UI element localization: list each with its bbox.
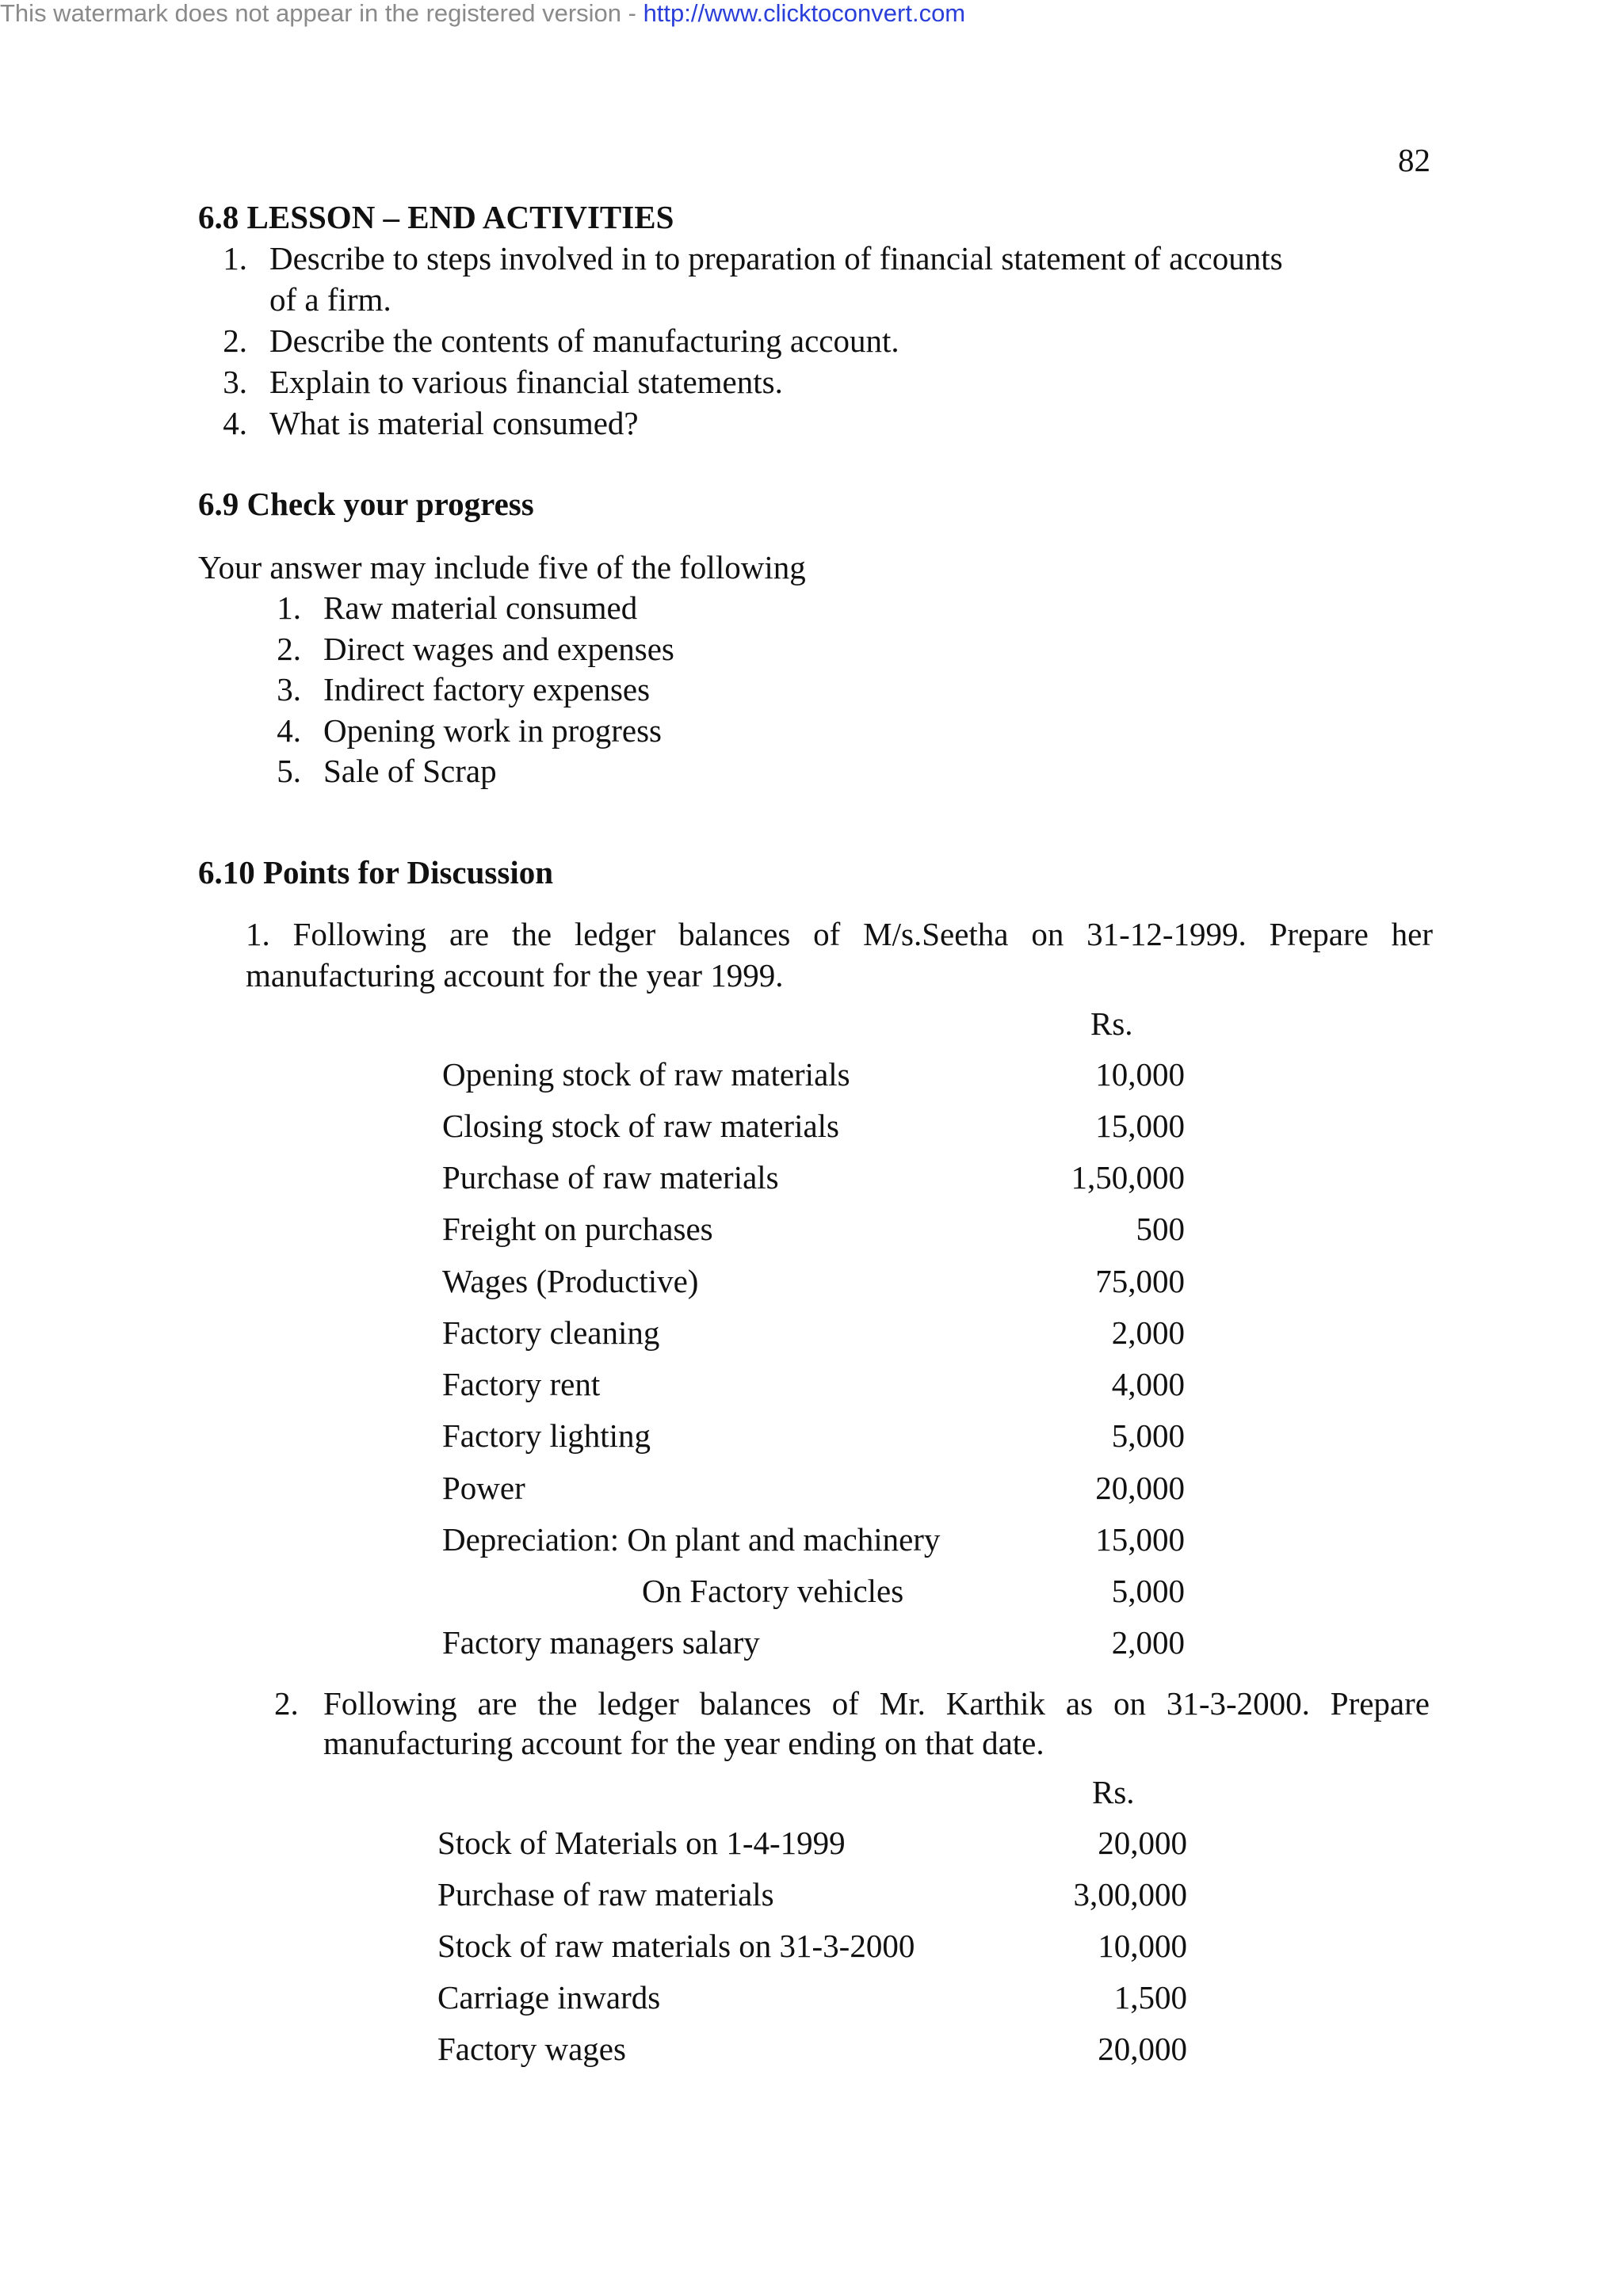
list-item: 3. Indirect factory expenses bbox=[277, 671, 651, 707]
ledger-label: Carriage inwards bbox=[437, 1979, 661, 2016]
question-1-line1: 1. Following are the ledger balances of M/s.Seetha on 31-12-1999. Prepare her bbox=[246, 916, 1433, 952]
section-6-10-title: 6.10 Points for Discussion bbox=[198, 854, 554, 891]
ledger-amount: 20,000 bbox=[1098, 2031, 1187, 2067]
watermark-text: This watermark does not appear in the registered version - bbox=[0, 0, 643, 27]
watermark bbox=[0, 0, 965, 27]
ledger-amount: 1,500 bbox=[1113, 1979, 1187, 2016]
ledger-amount: 15,000 bbox=[1095, 1108, 1185, 1144]
ledger-amount: 5,000 bbox=[1111, 1573, 1185, 1609]
ledger-amount: 20,000 bbox=[1095, 1470, 1185, 1506]
ledger-amount: 10,000 bbox=[1098, 1928, 1187, 1964]
list-item: 1. Raw material consumed bbox=[277, 589, 638, 626]
ledger-label: Wages (Productive) bbox=[442, 1263, 699, 1299]
ledger-amount: 10,000 bbox=[1095, 1056, 1185, 1093]
ledger-amount: 20,000 bbox=[1098, 1825, 1187, 1861]
section-6-9-intro: Your answer may include five of the following bbox=[198, 549, 806, 585]
currency-header: Rs. bbox=[1090, 1005, 1133, 1042]
ledger-amount: 500 bbox=[1136, 1211, 1185, 1247]
question-2-number: 2. bbox=[274, 1685, 299, 1722]
list-item: 5. Sale of Scrap bbox=[277, 753, 497, 789]
page-number: 82 bbox=[1398, 142, 1430, 178]
ledger-label: Factory cleaning bbox=[442, 1314, 660, 1351]
list-item: 4. What is material consumed? bbox=[223, 405, 639, 441]
section-6-9-title: 6.9 Check your progress bbox=[198, 486, 534, 522]
ledger-label: Stock of Materials on 1-4-1999 bbox=[437, 1825, 846, 1861]
list-item: 2. Direct wages and expenses bbox=[277, 631, 674, 667]
ledger-label: Purchase of raw materials bbox=[437, 1876, 774, 1913]
watermark-link[interactable]: http://www.clicktoconvert.com bbox=[643, 0, 966, 27]
question-1-line2: manufacturing account for the year 1999. bbox=[246, 957, 784, 994]
ledger-label: Power bbox=[442, 1470, 525, 1506]
ledger-label: Factory lighting bbox=[442, 1417, 651, 1454]
ledger-amount: 3,00,000 bbox=[1073, 1876, 1187, 1913]
ledger-label: Stock of raw materials on 31-3-2000 bbox=[437, 1928, 915, 1964]
question-2-line1: Following are the ledger balances of Mr. Karthik as on 31-3-2000. Prepare bbox=[323, 1685, 1430, 1722]
list-item: 3. Explain to various financial statements. bbox=[223, 364, 783, 400]
ledger-label: Closing stock of raw materials bbox=[442, 1108, 840, 1144]
ledger-label: Factory rent bbox=[442, 1366, 601, 1402]
ledger-label: Depreciation: On plant and machinery bbox=[442, 1521, 941, 1558]
ledger-label: Factory managers salary bbox=[442, 1624, 760, 1661]
ledger-amount: 15,000 bbox=[1095, 1521, 1185, 1558]
ledger-amount: 75,000 bbox=[1095, 1263, 1185, 1299]
section-6-8-title: 6.8 LESSON – END ACTIVITIES bbox=[198, 199, 674, 235]
ledger-amount: 5,000 bbox=[1111, 1417, 1185, 1454]
question-2-line2: manufacturing account for the year ending on that date. bbox=[323, 1725, 1044, 1761]
ledger-label: Purchase of raw materials bbox=[442, 1159, 779, 1196]
ledger-amount: 1,50,000 bbox=[1071, 1159, 1185, 1196]
ledger-amount: 2,000 bbox=[1111, 1314, 1185, 1351]
list-item-continuation: of a firm. bbox=[269, 281, 391, 318]
ledger-amount: 2,000 bbox=[1111, 1624, 1185, 1661]
list-item: 1. Describe to steps involved in to preparation of financial statement of accounts bbox=[223, 240, 1283, 277]
ledger-label: Freight on purchases bbox=[442, 1211, 713, 1247]
currency-header: Rs. bbox=[1092, 1774, 1135, 1810]
ledger-label: On Factory vehicles bbox=[642, 1573, 904, 1609]
ledger-label: Factory wages bbox=[437, 2031, 626, 2067]
list-item: 2. Describe the contents of manufacturing account. bbox=[223, 322, 899, 359]
list-item: 4. Opening work in progress bbox=[277, 712, 663, 749]
ledger-label: Opening stock of raw materials bbox=[442, 1056, 850, 1093]
ledger-amount: 4,000 bbox=[1111, 1366, 1185, 1402]
